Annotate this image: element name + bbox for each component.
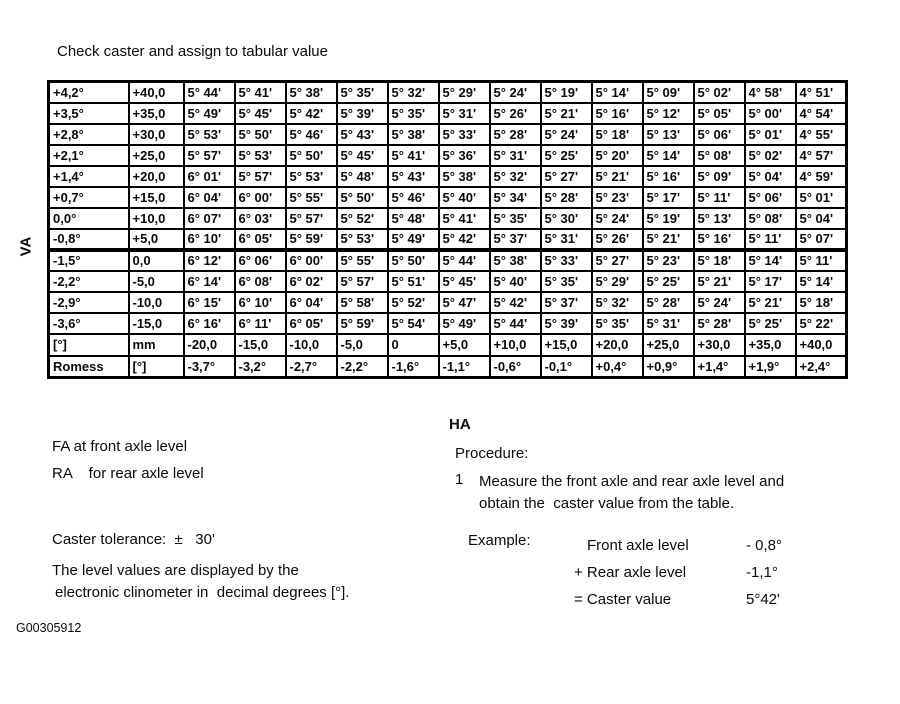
caster-value-cell: 6° 08' (235, 271, 286, 292)
caster-value-cell: 5° 39' (541, 313, 592, 334)
caster-value-cell: 5° 42' (286, 103, 337, 124)
footer-label-cell: [°] (49, 334, 129, 356)
caster-value-cell: 5° 06' (745, 187, 796, 208)
va-axis-label: VA (17, 236, 35, 257)
caster-value-cell: 5° 35' (541, 271, 592, 292)
caster-value-cell: 5° 01' (796, 187, 847, 208)
caster-value-cell: 5° 42' (439, 229, 490, 250)
caster-value-cell: 5° 23' (643, 250, 694, 271)
example-rows (574, 532, 782, 613)
caster-value-cell: 5° 28' (490, 124, 541, 145)
caster-value-cell: 6° 06' (235, 250, 286, 271)
caster-value-cell: 5° 53' (337, 229, 388, 250)
ha-mm-cell: +15,0 (541, 334, 592, 356)
example-row-label: = Caster value (574, 591, 672, 608)
caster-value-cell: 5° 18' (592, 124, 643, 145)
caster-value-cell: 5° 25' (745, 313, 796, 334)
caster-value-cell: 5° 45' (235, 103, 286, 124)
va-mm-cell: +10,0 (129, 208, 184, 229)
caster-value-cell: 5° 49' (388, 229, 439, 250)
caster-value-cell: 5° 13' (694, 208, 745, 229)
caster-value-cell: 5° 08' (745, 208, 796, 229)
caster-value-cell: 5° 22' (796, 313, 847, 334)
caster-value-cell: 5° 53' (235, 145, 286, 166)
caster-value-cell: 5° 49' (184, 103, 235, 124)
caster-value-cell: 6° 15' (184, 292, 235, 313)
caster-table-row (49, 166, 847, 187)
caster-value-cell: 5° 27' (592, 250, 643, 271)
caster-value-cell: 6° 10' (184, 229, 235, 250)
caster-value-cell: 5° 24' (694, 292, 745, 313)
caster-value-cell: 5° 55' (286, 187, 337, 208)
procedure-step-1 (455, 471, 784, 515)
caster-table-row (49, 187, 847, 208)
ha-degree-cell: +2,4° (796, 356, 847, 378)
caster-value-cell: 5° 17' (643, 187, 694, 208)
caster-value-cell: 5° 17' (745, 271, 796, 292)
caster-value-cell: 5° 11' (796, 250, 847, 271)
caster-value-cell: 5° 31' (490, 145, 541, 166)
caster-value-cell: 5° 50' (286, 145, 337, 166)
caster-value-cell: 5° 28' (541, 187, 592, 208)
ha-mm-cell: 0 (388, 334, 439, 356)
caster-value-cell: 6° 10' (235, 292, 286, 313)
va-mm-cell: +30,0 (129, 124, 184, 145)
caster-value-cell: 5° 07' (796, 229, 847, 250)
caster-table (47, 80, 848, 379)
ha-degree-cell: -3,7° (184, 356, 235, 378)
caster-value-cell: 5° 50' (388, 250, 439, 271)
caster-value-cell: 5° 48' (337, 166, 388, 187)
example-row-label: Front axle level (587, 537, 689, 554)
caster-value-cell: 5° 16' (694, 229, 745, 250)
va-mm-cell: +5,0 (129, 229, 184, 250)
page-title: Check caster and assign to tabular value (57, 43, 328, 60)
caster-value-cell: 6° 05' (235, 229, 286, 250)
caster-value-cell: 5° 43' (337, 124, 388, 145)
caster-value-cell: 5° 24' (490, 82, 541, 103)
caster-value-cell: 5° 45' (337, 145, 388, 166)
example-heading: Example: (468, 532, 531, 549)
va-degree-cell: -1,5° (49, 250, 129, 271)
va-degree-cell: -2,9° (49, 292, 129, 313)
caster-value-cell: 5° 39' (337, 103, 388, 124)
figure-id: G00305912 (16, 621, 82, 635)
caster-value-cell: 5° 59' (337, 313, 388, 334)
caster-value-cell: 6° 04' (184, 187, 235, 208)
va-degree-cell: +3,5° (49, 103, 129, 124)
caster-value-cell: 6° 14' (184, 271, 235, 292)
caster-value-cell: 4° 59' (796, 166, 847, 187)
caster-value-cell: 5° 38' (490, 250, 541, 271)
caster-table-body (49, 82, 847, 378)
caster-value-cell: 4° 51' (796, 82, 847, 103)
caster-value-cell: 5° 47' (439, 292, 490, 313)
caster-value-cell: 5° 32' (592, 292, 643, 313)
caster-value-cell: 5° 25' (643, 271, 694, 292)
va-degree-cell: -0,8° (49, 229, 129, 250)
caster-value-cell: 5° 46' (388, 187, 439, 208)
caster-value-cell: 6° 07' (184, 208, 235, 229)
ha-degree-cell: -1,1° (439, 356, 490, 378)
caster-value-cell: 4° 54' (796, 103, 847, 124)
caster-table-row (49, 292, 847, 313)
example-row-value: 5°42' (746, 591, 780, 608)
caster-value-cell: 5° 35' (337, 82, 388, 103)
ha-degree-cell: -0,1° (541, 356, 592, 378)
caster-value-cell: 5° 24' (592, 208, 643, 229)
caster-value-cell: 5° 52' (388, 292, 439, 313)
caster-value-cell: 5° 44' (439, 250, 490, 271)
caster-value-cell: 5° 32' (388, 82, 439, 103)
caster-value-cell: 5° 38' (388, 124, 439, 145)
va-degree-cell: -2,2° (49, 271, 129, 292)
caster-value-cell: 5° 14' (796, 271, 847, 292)
caster-value-cell: 5° 28' (643, 292, 694, 313)
caster-value-cell: 5° 57' (337, 271, 388, 292)
caster-table-row (49, 229, 847, 250)
va-degree-cell: +1,4° (49, 166, 129, 187)
caster-value-cell: 4° 57' (796, 145, 847, 166)
note-rear-axle: RA for rear axle level (52, 465, 204, 482)
va-mm-cell: +15,0 (129, 187, 184, 208)
ha-degree-cell: +0,4° (592, 356, 643, 378)
example-row-value: - 0,8° (746, 537, 783, 554)
caster-value-cell: 5° 53' (286, 166, 337, 187)
ha-degree-cell: -0,6° (490, 356, 541, 378)
caster-table-row (49, 208, 847, 229)
ha-mm-cell: +5,0 (439, 334, 490, 356)
caster-value-cell: 4° 58' (745, 82, 796, 103)
ha-degree-cell: -2,2° (337, 356, 388, 378)
ha-mm-cell: -20,0 (184, 334, 235, 356)
caster-value-cell: 6° 11' (235, 313, 286, 334)
caster-value-cell: 5° 43' (388, 166, 439, 187)
example-block (468, 532, 782, 613)
va-mm-cell: +35,0 (129, 103, 184, 124)
caster-value-cell: 5° 02' (745, 145, 796, 166)
caster-value-cell: 5° 21' (541, 103, 592, 124)
caster-value-cell: 5° 21' (745, 292, 796, 313)
caster-value-cell: 5° 41' (388, 145, 439, 166)
ha-mm-cell: +10,0 (490, 334, 541, 356)
caster-value-cell: 6° 00' (235, 187, 286, 208)
caster-value-cell: 5° 25' (541, 145, 592, 166)
va-mm-cell: +40,0 (129, 82, 184, 103)
caster-value-cell: 5° 31' (643, 313, 694, 334)
note-clinometer-line1: The level values are displayed by the (52, 562, 299, 579)
caster-value-cell: 5° 49' (439, 313, 490, 334)
caster-value-cell: 5° 21' (592, 166, 643, 187)
caster-value-cell: 5° 04' (796, 208, 847, 229)
caster-table-container (47, 80, 848, 379)
ha-degree-cell: -2,7° (286, 356, 337, 378)
caster-value-cell: 5° 24' (541, 124, 592, 145)
caster-value-cell: 5° 33' (439, 124, 490, 145)
example-row-label: + Rear axle level (574, 564, 687, 581)
note-clinometer-line2: electronic clinometer in decimal degrees [°]. (55, 584, 350, 601)
caster-value-cell: 5° 09' (694, 166, 745, 187)
caster-value-cell: 5° 12' (643, 103, 694, 124)
step-number: 1 (455, 471, 464, 488)
note-front-axle: FA at front axle level (52, 438, 188, 455)
ha-mm-row (49, 334, 847, 356)
note-caster-tolerance: Caster tolerance: ± 30' (52, 531, 215, 548)
caster-value-cell: 5° 34' (490, 187, 541, 208)
step-text-line1: Measure the front axle and rear axle level and (479, 473, 785, 490)
caster-value-cell: 5° 46' (286, 124, 337, 145)
caster-value-cell: 5° 31' (541, 229, 592, 250)
caster-value-cell: 5° 50' (235, 124, 286, 145)
caster-value-cell: 5° 35' (490, 208, 541, 229)
caster-table-row (49, 82, 847, 103)
caster-value-cell: 6° 04' (286, 292, 337, 313)
caster-value-cell: 5° 31' (439, 103, 490, 124)
caster-value-cell: 5° 14' (643, 145, 694, 166)
caster-value-cell: 5° 18' (694, 250, 745, 271)
caster-value-cell: 5° 19' (541, 82, 592, 103)
ha-mm-cell: +30,0 (694, 334, 745, 356)
caster-value-cell: 6° 12' (184, 250, 235, 271)
va-degree-cell: 0,0° (49, 208, 129, 229)
example-row (574, 559, 782, 586)
caster-value-cell: 5° 53' (184, 124, 235, 145)
va-degree-cell: +0,7° (49, 187, 129, 208)
caster-value-cell: 5° 35' (592, 313, 643, 334)
caster-value-cell: 5° 23' (592, 187, 643, 208)
ha-mm-cell: -5,0 (337, 334, 388, 356)
caster-value-cell: 5° 00' (745, 103, 796, 124)
ha-mm-cell: +20,0 (592, 334, 643, 356)
caster-value-cell: 5° 11' (745, 229, 796, 250)
caster-value-cell: 5° 26' (490, 103, 541, 124)
ha-degree-cell: +1,4° (694, 356, 745, 378)
ha-mm-cell: -15,0 (235, 334, 286, 356)
caster-value-cell: 5° 35' (388, 103, 439, 124)
va-degree-cell: +2,8° (49, 124, 129, 145)
caster-table-row (49, 124, 847, 145)
caster-value-cell: 5° 14' (745, 250, 796, 271)
va-mm-cell: -5,0 (129, 271, 184, 292)
caster-value-cell: 6° 02' (286, 271, 337, 292)
ha-mm-cell: +25,0 (643, 334, 694, 356)
va-mm-cell: -10,0 (129, 292, 184, 313)
caster-value-cell: 5° 02' (694, 82, 745, 103)
caster-value-cell: 5° 21' (694, 271, 745, 292)
caster-value-cell: 5° 01' (745, 124, 796, 145)
caster-value-cell: 6° 01' (184, 166, 235, 187)
caster-value-cell: 5° 16' (643, 166, 694, 187)
caster-value-cell: 5° 44' (490, 313, 541, 334)
ha-mm-cell: +40,0 (796, 334, 847, 356)
example-row (574, 586, 782, 613)
caster-value-cell: 6° 16' (184, 313, 235, 334)
caster-value-cell: 4° 55' (796, 124, 847, 145)
caster-table-row (49, 313, 847, 334)
caster-value-cell: 5° 57' (286, 208, 337, 229)
caster-value-cell: 5° 09' (643, 82, 694, 103)
va-mm-cell: 0,0 (129, 250, 184, 271)
caster-value-cell: 5° 54' (388, 313, 439, 334)
caster-value-cell: 5° 52' (337, 208, 388, 229)
caster-value-cell: 5° 13' (643, 124, 694, 145)
caster-value-cell: 5° 19' (643, 208, 694, 229)
va-degree-cell: +2,1° (49, 145, 129, 166)
footer-label-cell: Romess (49, 356, 129, 378)
caster-value-cell: 5° 30' (541, 208, 592, 229)
va-degree-cell: +4,2° (49, 82, 129, 103)
caster-value-cell: 5° 41' (235, 82, 286, 103)
va-degree-cell: -3,6° (49, 313, 129, 334)
ha-romess-row (49, 356, 847, 378)
caster-value-cell: 5° 45' (439, 271, 490, 292)
step-text-line2: obtain the caster value from the table. (479, 495, 735, 512)
caster-value-cell: 5° 57' (235, 166, 286, 187)
caster-table-row (49, 271, 847, 292)
caster-value-cell: 5° 08' (694, 145, 745, 166)
caster-value-cell: 5° 38' (286, 82, 337, 103)
caster-value-cell: 5° 05' (694, 103, 745, 124)
caster-value-cell: 5° 59' (286, 229, 337, 250)
caster-value-cell: 5° 42' (490, 292, 541, 313)
caster-value-cell: 6° 00' (286, 250, 337, 271)
example-row (574, 532, 782, 559)
caster-value-cell: 5° 55' (337, 250, 388, 271)
caster-value-cell: 5° 26' (592, 229, 643, 250)
caster-table-row (49, 103, 847, 124)
caster-value-cell: 5° 38' (439, 166, 490, 187)
va-mm-cell: +20,0 (129, 166, 184, 187)
ha-degree-cell: +0,9° (643, 356, 694, 378)
caster-value-cell: 5° 18' (796, 292, 847, 313)
caster-table-row (49, 250, 847, 271)
caster-table-row (49, 145, 847, 166)
caster-value-cell: 5° 41' (439, 208, 490, 229)
caster-value-cell: 5° 40' (490, 271, 541, 292)
va-mm-cell: -15,0 (129, 313, 184, 334)
ha-degree-cell: +1,9° (745, 356, 796, 378)
caster-value-cell: 5° 29' (592, 271, 643, 292)
caster-value-cell: 5° 28' (694, 313, 745, 334)
ha-degree-cell: -3,2° (235, 356, 286, 378)
caster-value-cell: 5° 20' (592, 145, 643, 166)
caster-value-cell: 5° 48' (388, 208, 439, 229)
footer-label-cell: mm (129, 334, 184, 356)
caster-value-cell: 5° 58' (337, 292, 388, 313)
step-text (479, 471, 784, 515)
ha-degree-cell: -1,6° (388, 356, 439, 378)
caster-value-cell: 5° 06' (694, 124, 745, 145)
footer-label-cell: [°] (129, 356, 184, 378)
caster-value-cell: 5° 37' (541, 292, 592, 313)
caster-value-cell: 5° 33' (541, 250, 592, 271)
caster-value-cell: 5° 51' (388, 271, 439, 292)
caster-value-cell: 5° 40' (439, 187, 490, 208)
caster-value-cell: 5° 14' (592, 82, 643, 103)
example-row-value: -1,1° (746, 564, 778, 581)
caster-value-cell: 5° 21' (643, 229, 694, 250)
caster-value-cell: 5° 44' (184, 82, 235, 103)
caster-value-cell: 5° 37' (490, 229, 541, 250)
caster-value-cell: 6° 05' (286, 313, 337, 334)
caster-value-cell: 5° 16' (592, 103, 643, 124)
caster-value-cell: 5° 50' (337, 187, 388, 208)
caster-value-cell: 5° 27' (541, 166, 592, 187)
caster-value-cell: 5° 57' (184, 145, 235, 166)
caster-value-cell: 5° 11' (694, 187, 745, 208)
caster-value-cell: 5° 32' (490, 166, 541, 187)
caster-value-cell: 5° 04' (745, 166, 796, 187)
ha-mm-cell: -10,0 (286, 334, 337, 356)
ha-mm-cell: +35,0 (745, 334, 796, 356)
va-mm-cell: +25,0 (129, 145, 184, 166)
caster-value-cell: 5° 36' (439, 145, 490, 166)
caster-value-cell: 6° 03' (235, 208, 286, 229)
caster-value-cell: 5° 29' (439, 82, 490, 103)
procedure-heading: Procedure: (455, 445, 529, 462)
ha-axis-label: HA (449, 416, 471, 433)
